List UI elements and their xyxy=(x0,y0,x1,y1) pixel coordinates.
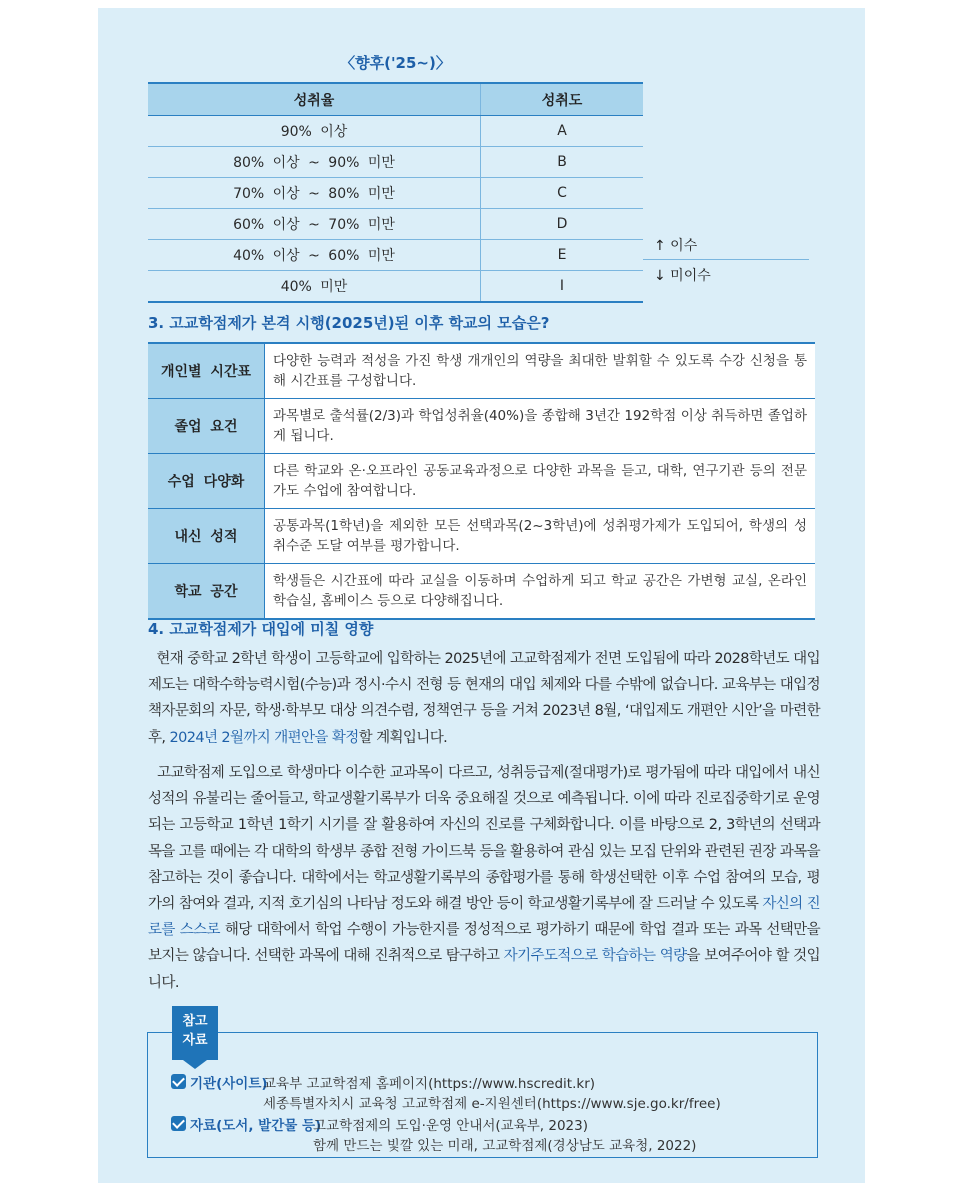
table-row xyxy=(148,399,815,454)
badge-line: 자료 xyxy=(182,1033,208,1048)
check-icon xyxy=(171,1116,186,1131)
table-row xyxy=(148,509,815,564)
table-row xyxy=(148,116,643,147)
section3-heading: 3. 고교학점제가 본격 시행(2025년)된 이후 학교의 모습은? xyxy=(148,314,550,332)
grade-table xyxy=(148,82,643,303)
grade-table-header xyxy=(148,83,643,116)
reference-item: 세종특별자치시 교육청 고교학점제 e-지원센터(https://www.sje.go.kr/free) xyxy=(263,1096,721,1112)
row-text: 학생들은 시간표에 따라 교실을 이동하며 수업하게 되고 학교 공간은 가변형 교실, 온라인 학습실, 홈베이스 등으로 다양해집니다. xyxy=(265,564,816,620)
row-label: 학교 공간 xyxy=(148,564,265,620)
rate-cell: 70% 이상 ~ 80% 미만 xyxy=(148,178,481,209)
rate-cell: 90% 이상 xyxy=(148,116,481,147)
references-badge xyxy=(172,1012,218,1050)
pass-note: ↑ 이수 xyxy=(654,238,698,254)
header-achievement-rate: 성취율 xyxy=(148,83,481,116)
paragraph-admission-reform xyxy=(148,646,820,751)
rate-cell: 40% 미만 xyxy=(148,271,481,303)
rate-cell: 60% 이상 ~ 70% 미만 xyxy=(148,209,481,240)
table-row xyxy=(148,564,815,620)
highlight-text: 자신의 진로를 스스로 xyxy=(148,896,820,939)
school-changes-table xyxy=(148,342,815,620)
row-label: 내신 성적 xyxy=(148,509,265,564)
reference-item: 고교학점제의 도입·운영 안내서(교육부, 2023) xyxy=(313,1118,589,1134)
paragraph-text: 현재 중학교 2학년 학생이 고등학교에 입학하는 2025년에 고교학점제가 전면 도입됨에 따라 2028학년도 대입 제도는 대학수학능력시험(수능)과 정시·수시 전형 등 현재의 대입 체제와 다를 수밖에 없습니다. 교육부는 대입정책자문회의 자문, 학생·학부모 대상 의견수렴, 정책연구 등을 거쳐 2023년 8월, ‘대입제도 개편안 시안’을 마련한 후, xyxy=(148,651,821,746)
grade-table-caption: 〈향후('25~)〉 xyxy=(340,54,451,72)
highlight-text: 2024년 2월까지 개편안을 확정 xyxy=(169,729,359,746)
row-text: 과목별로 출석률(2/3)과 학업성취율(40%)을 종합해 3년간 192학점 이상 취득하면 졸업하게 됩니다. xyxy=(265,399,816,454)
table-row xyxy=(148,147,643,178)
grade-cell: I xyxy=(481,271,644,303)
table-row xyxy=(148,343,815,399)
reference-item: 교육부 고교학점제 홈페이지(https://www.hscredit.kr) xyxy=(263,1076,596,1092)
badge-line: 참고 xyxy=(182,1014,208,1029)
table-row xyxy=(148,454,815,509)
fail-note: ↓ 미이수 xyxy=(654,268,711,284)
table-row xyxy=(148,209,643,240)
table-row xyxy=(148,240,643,271)
grade-cell: B xyxy=(481,147,644,178)
table-row xyxy=(148,271,643,303)
site-label: 기관(사이트) xyxy=(190,1076,268,1092)
header-achievement-level: 성취도 xyxy=(481,83,644,116)
row-label: 수업 다양화 xyxy=(148,454,265,509)
reference-item: 함께 만드는 빛깔 있는 미래, 고교학점제(경상남도 교육청, 2022) xyxy=(313,1138,697,1154)
row-label: 졸업 요건 xyxy=(148,399,265,454)
row-text: 다른 학교와 온·오프라인 공동교육과정으로 다양한 과목을 듣고, 대학, 연구기관 등의 전문가도 수업에 참여합니다. xyxy=(265,454,816,509)
paragraph-text: 고교학점제 도입으로 학생마다 이수한 교과목이 다르고, 성취등급제(절대평가)로 평가됨에 따라 대입에서 내신 성적의 유불리는 줄어들고, 학교생활기록부가 더욱 중요해질 것으로 예측됩니다. 이에 따라 진로집중학기로 운영되는 고등학교 1학년 1학기 시기를 잘 활용하여 자신의 진로를 구체화합니다. 이를 바탕으로 2, 3학년의 선택과목을 고를 때에는 각 대학의 학생부 종합 전형 가이드북 등을 활용하여 관심 있는 모집 단위와 관련된 권장 과목을 참고하는 것이 좋습니다. 대학에서는 학교생활기록부의 종합평가를 통해 학생선택한 이후 수업 참여의 모습, 평가의 참여와 결과, 지적 호기심의 나타남 정도와 해결 방안 등이 학교생활기록부에 잘 드러날 수 있도록 xyxy=(148,765,820,913)
highlight-text: 자기주도적으로 학습하는 역량 xyxy=(503,948,687,965)
grade-cell: C xyxy=(481,178,644,209)
grade-cell: E xyxy=(481,240,644,271)
row-label: 개인별 시간표 xyxy=(148,343,265,399)
paragraph-text: 을 보여주어야 할 것입니다. xyxy=(148,948,820,991)
rate-cell: 40% 이상 ~ 60% 미만 xyxy=(148,240,481,271)
book-label: 자료(도서, 발간물 등) xyxy=(190,1118,322,1134)
grade-cell: D xyxy=(481,209,644,240)
paragraph-text: 할 계획입니다. xyxy=(358,729,448,746)
rate-cell: 80% 이상 ~ 90% 미만 xyxy=(148,147,481,178)
paragraph-admission-impact xyxy=(148,760,820,996)
check-icon xyxy=(171,1074,186,1089)
pass-divider-line xyxy=(643,259,809,260)
row-text: 다양한 능력과 적성을 가진 학생 개개인의 역량을 최대한 발휘할 수 있도록 수강 신청을 통해 시간표를 구성합니다. xyxy=(265,343,816,399)
row-text: 공통과목(1학년)을 제외한 모든 선택과목(2~3학년)에 성취평가제가 도입되어, 학생의 성취수준 도달 여부를 평가합니다. xyxy=(265,509,816,564)
table-row xyxy=(148,178,643,209)
grade-cell: A xyxy=(481,116,644,147)
paragraph-text: 해당 대학에서 학업 수행이 가능한지를 정성적으로 평가하기 때문에 학업 결과 또는 과목 선택만을 보지는 않습니다. 선택한 과목에 대해 진취적으로 탐구하고 xyxy=(148,922,820,965)
references-badge-pointer xyxy=(183,1060,207,1069)
section4-heading: 4. 고교학점제가 대입에 미칠 영향 xyxy=(148,620,374,638)
